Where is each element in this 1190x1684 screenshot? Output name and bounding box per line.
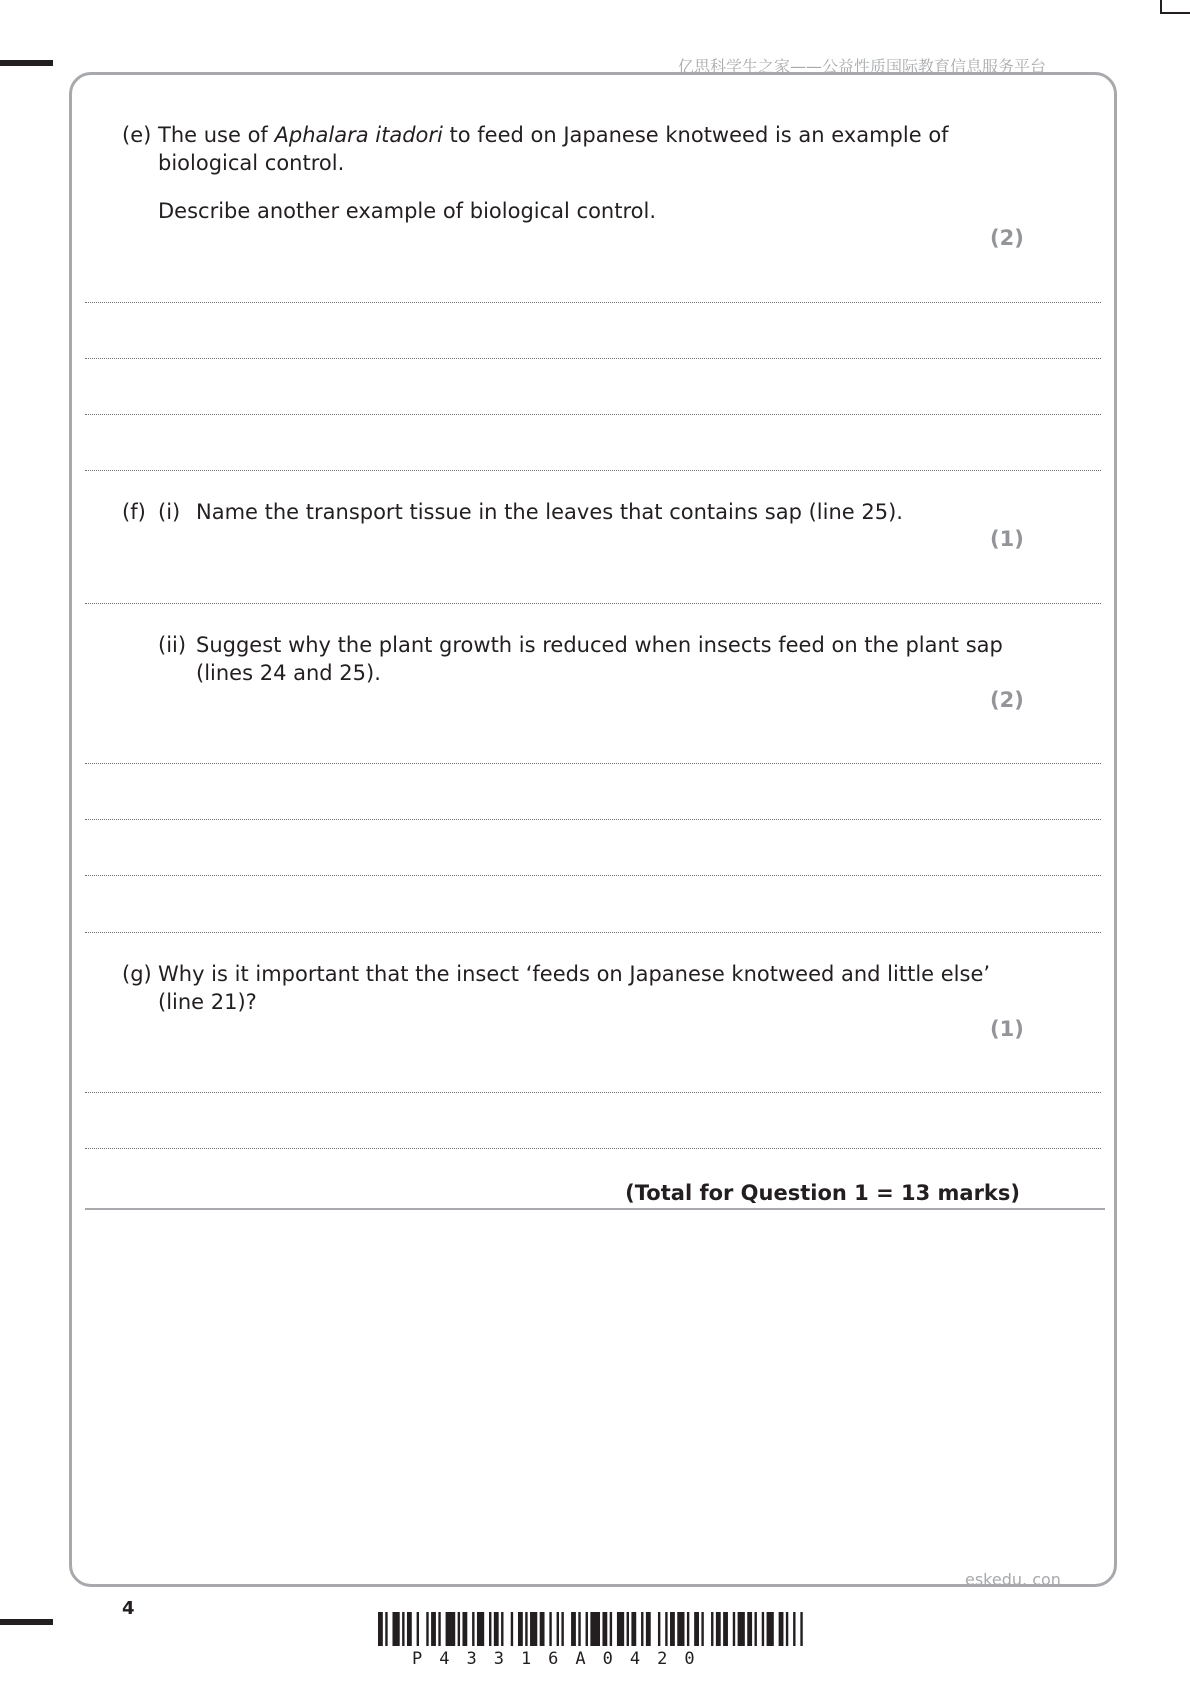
question-g-line2: (line 21)? — [158, 990, 257, 1014]
question-f-ii-line1: Suggest why the plant growth is reduced when insects feed on the plant sap — [196, 633, 1003, 657]
barcode-bar — [590, 1612, 600, 1646]
barcode-bar — [800, 1612, 802, 1646]
page-number: 4 — [122, 1598, 135, 1619]
barcode-bar — [687, 1612, 689, 1646]
barcode-bar — [631, 1612, 636, 1646]
barcode-bar — [578, 1612, 580, 1646]
question-e-instruction: Describe another example of biological control. — [158, 199, 657, 223]
barcode-bar — [738, 1612, 745, 1646]
barcode-bar — [446, 1612, 456, 1646]
barcode-bar — [762, 1612, 764, 1646]
barcode-bar — [557, 1612, 559, 1646]
barcode-bar — [549, 1612, 551, 1646]
answer-line[interactable] — [85, 819, 1101, 820]
header-watermark: 亿思科学生之家——公益性质国际教育信息服务平台 — [678, 57, 1047, 76]
barcode-bar — [438, 1612, 440, 1646]
barcode-bar — [378, 1612, 383, 1646]
total-divider — [85, 1208, 1105, 1210]
barcode-bar — [540, 1612, 545, 1646]
barcode-bar — [617, 1612, 624, 1646]
barcode-bar — [779, 1612, 784, 1646]
barcode-bar — [392, 1612, 399, 1646]
barcode-icon — [378, 1612, 810, 1646]
barcode-bar — [402, 1612, 404, 1646]
question-e-line1 — [158, 121, 949, 149]
page-frame — [69, 72, 1117, 1587]
barcode-bar — [793, 1612, 795, 1646]
barcode-bar — [426, 1612, 428, 1646]
barcode-bar — [747, 1612, 752, 1646]
barcode-bar — [472, 1612, 474, 1646]
question-e-label: (e) — [122, 123, 152, 147]
barcode-bar — [767, 1612, 774, 1646]
question-e-line1-post: to feed on Japanese knotweed is an example of — [442, 123, 949, 147]
barcode-bar — [462, 1612, 467, 1646]
barcode-bar — [677, 1612, 684, 1646]
barcode-bar — [385, 1612, 387, 1646]
question-f-i-label: (i) — [158, 500, 181, 524]
barcode-bar — [458, 1612, 460, 1646]
answer-line[interactable] — [85, 932, 1101, 933]
barcode-text: P43316A0420 — [412, 1649, 712, 1669]
question-e-species: Aphalara itadori — [274, 123, 443, 147]
barcode-bar — [571, 1612, 576, 1646]
answer-line[interactable] — [85, 875, 1101, 876]
barcode-bar — [627, 1612, 629, 1646]
barcode-bar — [786, 1612, 788, 1646]
answer-line[interactable] — [85, 414, 1101, 415]
question-f-label: (f) — [122, 500, 146, 524]
question-f-i-marks: (1) — [990, 527, 1024, 551]
crop-mark-top-right-v — [1160, 0, 1162, 12]
barcode-bar — [711, 1612, 713, 1646]
question-e-line1-pre: The use of — [158, 123, 275, 147]
question-total: (Total for Question 1 = 13 marks) — [625, 1181, 1020, 1205]
barcode-bar — [646, 1612, 651, 1646]
question-g-line1: Why is it important that the insect ‘feeds on Japanese knotweed and little else’ — [158, 962, 991, 986]
barcode-bar — [511, 1612, 513, 1646]
barcode-bar — [561, 1612, 563, 1646]
answer-line[interactable] — [85, 1148, 1101, 1149]
question-f-ii-label: (ii) — [158, 633, 187, 657]
barcode-bar — [602, 1612, 607, 1646]
answer-line[interactable] — [85, 603, 1101, 604]
crop-mark-top-left — [0, 60, 53, 66]
barcode-bar — [518, 1612, 523, 1646]
barcode-bar — [530, 1612, 537, 1646]
answer-line[interactable] — [85, 763, 1101, 764]
barcode-bar — [431, 1612, 436, 1646]
barcode-bar — [670, 1612, 675, 1646]
barcode-bar — [754, 1612, 756, 1646]
barcode-bar — [501, 1612, 503, 1646]
question-f-ii-marks: (2) — [990, 688, 1024, 712]
barcode-bar — [417, 1612, 419, 1646]
question-g-marks: (1) — [990, 1017, 1024, 1041]
barcode-bar — [525, 1612, 527, 1646]
answer-line[interactable] — [85, 1092, 1101, 1093]
barcode-bar — [477, 1612, 484, 1646]
barcode-bar — [658, 1612, 660, 1646]
barcode-bar — [586, 1612, 588, 1646]
question-f-ii-line2: (lines 24 and 25). — [196, 661, 381, 685]
question-e-marks: (2) — [990, 226, 1024, 250]
question-f-i-text: Name the transport tissue in the leaves that contains sap (line 25). — [196, 500, 903, 524]
barcode-bar — [665, 1612, 667, 1646]
answer-line[interactable] — [85, 302, 1101, 303]
question-e-line2: biological control. — [158, 151, 345, 175]
barcode-bar — [716, 1612, 721, 1646]
footer-watermark: eskedu. con — [965, 1570, 1061, 1589]
barcode-bar — [733, 1612, 735, 1646]
barcode-bar — [641, 1612, 643, 1646]
crop-mark-top-right-bar — [1160, 12, 1190, 14]
crop-mark-bottom-left — [0, 1619, 53, 1625]
barcode-bar — [489, 1612, 491, 1646]
question-g-label: (g) — [122, 962, 152, 986]
barcode-bar — [407, 1612, 412, 1646]
answer-line[interactable] — [85, 358, 1101, 359]
barcode-bar — [701, 1612, 703, 1646]
barcode-bar — [610, 1612, 612, 1646]
barcode-bar — [694, 1612, 699, 1646]
barcode-bar — [723, 1612, 728, 1646]
answer-line[interactable] — [85, 470, 1101, 471]
barcode-bar — [494, 1612, 499, 1646]
